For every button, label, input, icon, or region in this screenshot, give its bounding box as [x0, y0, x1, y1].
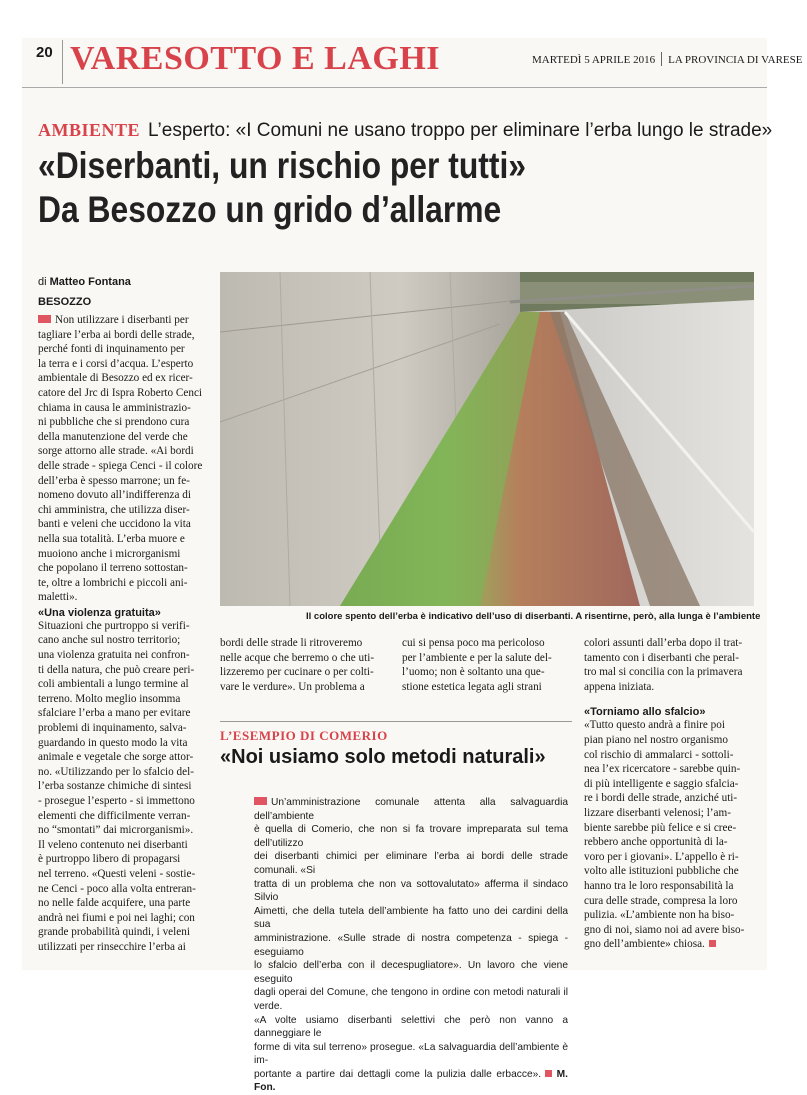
text-line: l’erba sostanze chimiche di sintesi — [38, 780, 192, 793]
text-line: forme di vita sul terreno» prosegue. «La salvaguardia dell’ambiente è im- — [254, 1041, 568, 1067]
text-line: hanno tra le loro responsabilità la — [584, 879, 734, 892]
text-line: perché fonti di inquinamento per — [38, 343, 185, 356]
kicker-tag: AMBIENTE — [38, 120, 141, 140]
text-line: tamento con i diserbanti che peral- — [584, 651, 740, 664]
text-line: cui si pensa poco ma pericoloso — [402, 637, 545, 649]
text-line: nelle acque che berremo o che uti- — [220, 651, 375, 664]
sidebar-kicker: L’ESEMPIO DI COMERIO — [220, 728, 388, 743]
text-line: dell’erba è spesso marrone; un fe- — [38, 474, 190, 487]
text-line: animale e vegetale che sorge attor- — [38, 751, 194, 764]
text-line: lo sfalcio dell’erba con il decespugliatore». Un lavoro che viene eseguito — [254, 960, 568, 985]
text-line: portante a partire dai dettagli come la pulizia dalle erbacce». M. Fon. — [254, 1068, 568, 1094]
kicker-text: L’esperto: «I Comuni ne usano troppo per eliminare l’erba lungo le strade» — [148, 120, 773, 141]
text-line: volto alle istituzioni pubbliche che — [584, 865, 739, 878]
text-line: ne Cenci - poco alla volta entreran- — [38, 882, 196, 895]
page-header — [22, 38, 803, 88]
text-line: andrà nei fiumi e poi nei laghi; con — [38, 911, 195, 924]
text-line: catore del Jrc di Ispra Roberto Cenci — [38, 386, 203, 399]
text-line: cano anche sul nostro territorio; — [38, 634, 181, 647]
paragraph-marker — [254, 797, 267, 805]
text-line: vare le verdure». Un problema a — [220, 680, 365, 693]
text-line: ambientale di Besozzo ed ex ricer- — [38, 372, 193, 385]
text-line: Il veleno contenuto nei diserbanti — [38, 838, 188, 851]
text-line: elementi che difficilmente verran- — [38, 809, 191, 822]
article-column-1 — [38, 313, 214, 955]
text-line: te, oltre a lombrichi e piccoli ani- — [38, 576, 188, 589]
text-line: guardando in questo modo la vita — [38, 736, 188, 749]
header-dateline — [532, 52, 802, 66]
text-line: sorge attorno alle strade. «Ai bordi — [38, 445, 194, 458]
byline-prefix: di — [38, 276, 47, 288]
article-column-3 — [402, 636, 572, 694]
lead-paragraph — [38, 313, 214, 605]
text-line: gno di noi, siamo noi ad avere biso- — [584, 923, 745, 936]
text-line: voro per i giovani». L’appello è ri- — [584, 850, 739, 863]
photo-caption: Il colore spento dell’erba è indicativo dell’uso di diserbanti. A risentirne, però, alla lunga è l’ambiente — [306, 611, 761, 622]
text-line: una violenza gratuita nei confron- — [38, 649, 190, 662]
header-separator — [661, 52, 662, 66]
subheading-sfalcio: «Torniamo allo sfalcio» — [584, 706, 706, 719]
text-line: grande probabilità quindi, i veleni — [38, 926, 190, 939]
text-line: cura delle strade, compresa la loro — [584, 894, 738, 907]
text-line: è purtroppo libero di propagarsi — [38, 853, 181, 866]
text-line: rebbero anche opportunità di la- — [584, 836, 728, 849]
sidebar-rule — [220, 721, 572, 722]
text-line: tratta di un problema che non va sottovalutato» afferma il sindaco Silvio — [254, 878, 568, 904]
text-line: nea l’ex ricercatore - sarebbe quin- — [584, 763, 741, 776]
roadside-photo — [220, 272, 754, 606]
text-line: pulizia. «L’ambiente non ha biso- — [584, 909, 735, 922]
text-line: no. «Utilizzando per lo sfalcio del- — [38, 765, 194, 778]
text-line: Non utilizzare i diserbanti per — [38, 313, 214, 328]
text-line: nella sua totalità. L’erba muore e — [38, 532, 185, 545]
text-line: chi amministra, che utilizza diser- — [38, 503, 190, 516]
text-line: dagli operai del Comune, che tengono in ordine con metodi naturali il verde. — [254, 987, 568, 1012]
subheading-violenza: «Una violenza gratuita» — [38, 606, 161, 619]
text-line: lizzeremo per cucinare o per colti- — [220, 666, 374, 679]
text-line: ni pubbliche che si prendono cura — [38, 416, 190, 429]
text-line: Aimetti, che della tutela dell’ambiente ha fatto uno dei cardini della sua — [254, 905, 568, 931]
text-line: chiama in causa le amministrazio- — [38, 401, 191, 414]
headline-line-2: Da Besozzo un grido d’allarme — [38, 189, 502, 230]
headline — [38, 144, 605, 232]
text-line: «A volte usiamo diserbanti selettivi che però non vanno a danneggiare le — [254, 1014, 568, 1040]
text-line: delle strade - spiega Cenci - il colore — [38, 459, 203, 472]
text-line: coli ambientali a lungo termine al — [38, 678, 189, 691]
text-line: ti della natura, che può creare peri- — [38, 663, 195, 676]
section-title: VARESOTTO E LAGHI — [70, 40, 441, 77]
text-line: bordi delle strade li ritroveremo — [220, 637, 363, 649]
text-line: muoiono anche i microrganismi — [38, 547, 181, 560]
text-line: stione estetica legata agli strani — [402, 680, 542, 693]
header-divider — [62, 40, 63, 84]
text-line: no nelle falde acquifere, una parte — [38, 897, 191, 910]
text-line: maletti». — [38, 591, 78, 604]
dateline: BESOZZO — [38, 296, 92, 308]
sidebar-title: «Noi usiamo solo metodi naturali» — [220, 746, 546, 768]
text-line: Un’amministrazione comunale attenta alla salvaguardia dell’ambiente — [254, 797, 568, 822]
text-line: gno dell’ambiente» chiosa. — [584, 937, 756, 952]
newspaper-page — [22, 38, 803, 1094]
text-line: col rischio di ammalarci - sottoli- — [584, 748, 734, 761]
text-line: utilizzati per rinsecchire l’erba ai — [38, 940, 186, 953]
text-line: amministrazione. «Sulle strade di nostra competenza - spiega - eseguiamo — [254, 932, 568, 958]
text-line: biente sarebbe più felice e si cree- — [584, 821, 737, 834]
text-line: «Tutto questo andrà a finire poi — [584, 719, 725, 732]
paragraph-marker — [38, 315, 51, 323]
text-line: - prosegue l’esperto - si immettono — [38, 795, 195, 807]
text-line: tagliare l’erba ai bordi delle strade, — [38, 328, 195, 341]
text-line: problemi di inquinamento, salva- — [38, 722, 187, 735]
text-line: Situazioni che purtroppo si verifi- — [38, 619, 190, 632]
page-number: 20 — [36, 44, 53, 61]
text-line: della manutenzione del verde che — [38, 430, 188, 443]
text-line: nel terreno. «Questi veleni - sostie- — [38, 867, 196, 880]
author-name: Matteo Fontana — [49, 276, 131, 288]
byline — [38, 276, 131, 288]
text-line: pian piano nel nostro organismo — [584, 733, 728, 746]
text-line: re i bordi delle strade, anziché uti- — [584, 792, 738, 805]
newspaper-name: LA PROVINCIA DI VARESE — [668, 54, 803, 66]
text-line: terreno. Molto meglio insomma — [38, 692, 181, 705]
text-line: è quella di Comerio, che non si fa trovare impreparata sul tema dell’utilizzo — [254, 824, 568, 849]
text-line: sfalciare l’erba a mano per evitare — [38, 707, 191, 720]
text-line: nomeno dovuto all’indifferenza di — [38, 489, 191, 502]
article-kicker — [38, 120, 772, 142]
sidebar-body — [254, 796, 568, 1095]
end-marker — [545, 1070, 552, 1077]
text-line: dei diserbanti chimici per eliminare l’erba ai bordi delle strade comunali. «Si — [254, 851, 568, 876]
text-line: colori assunti dall’erba dopo il trat- — [584, 637, 743, 649]
text-line: l’uomo; non è soltanto una que- — [402, 666, 545, 679]
text-line: tro mal si concilia con la primavera — [584, 666, 743, 679]
text-line: banti e veleni che uccidono la vita — [38, 518, 191, 531]
text-line: lizzare diserbanti velenosi; l’am- — [584, 806, 731, 819]
end-marker — [709, 940, 716, 947]
text-line: per l’ambiente e per la salute del- — [402, 651, 552, 664]
text-line: di più intelligente e saggio sfalcia- — [584, 777, 739, 790]
headline-line-1: «Diserbanti, un rischio per tutti» — [38, 145, 526, 186]
text-line: la terra e i corsi d’acqua. L’esperto — [38, 357, 194, 370]
article-column-2 — [220, 636, 390, 694]
text-line: che popolano il terreno sottostan- — [38, 562, 188, 575]
paragraph — [38, 619, 214, 955]
sidebar-signature: M. Fon. — [254, 1068, 568, 1094]
text-line: no “smontati” dai microrganismi». — [38, 824, 194, 837]
text-line: appena iniziata. — [584, 680, 655, 693]
issue-date: MARTEDÌ 5 APRILE 2016 — [532, 54, 656, 66]
article-column-4 — [584, 636, 756, 952]
